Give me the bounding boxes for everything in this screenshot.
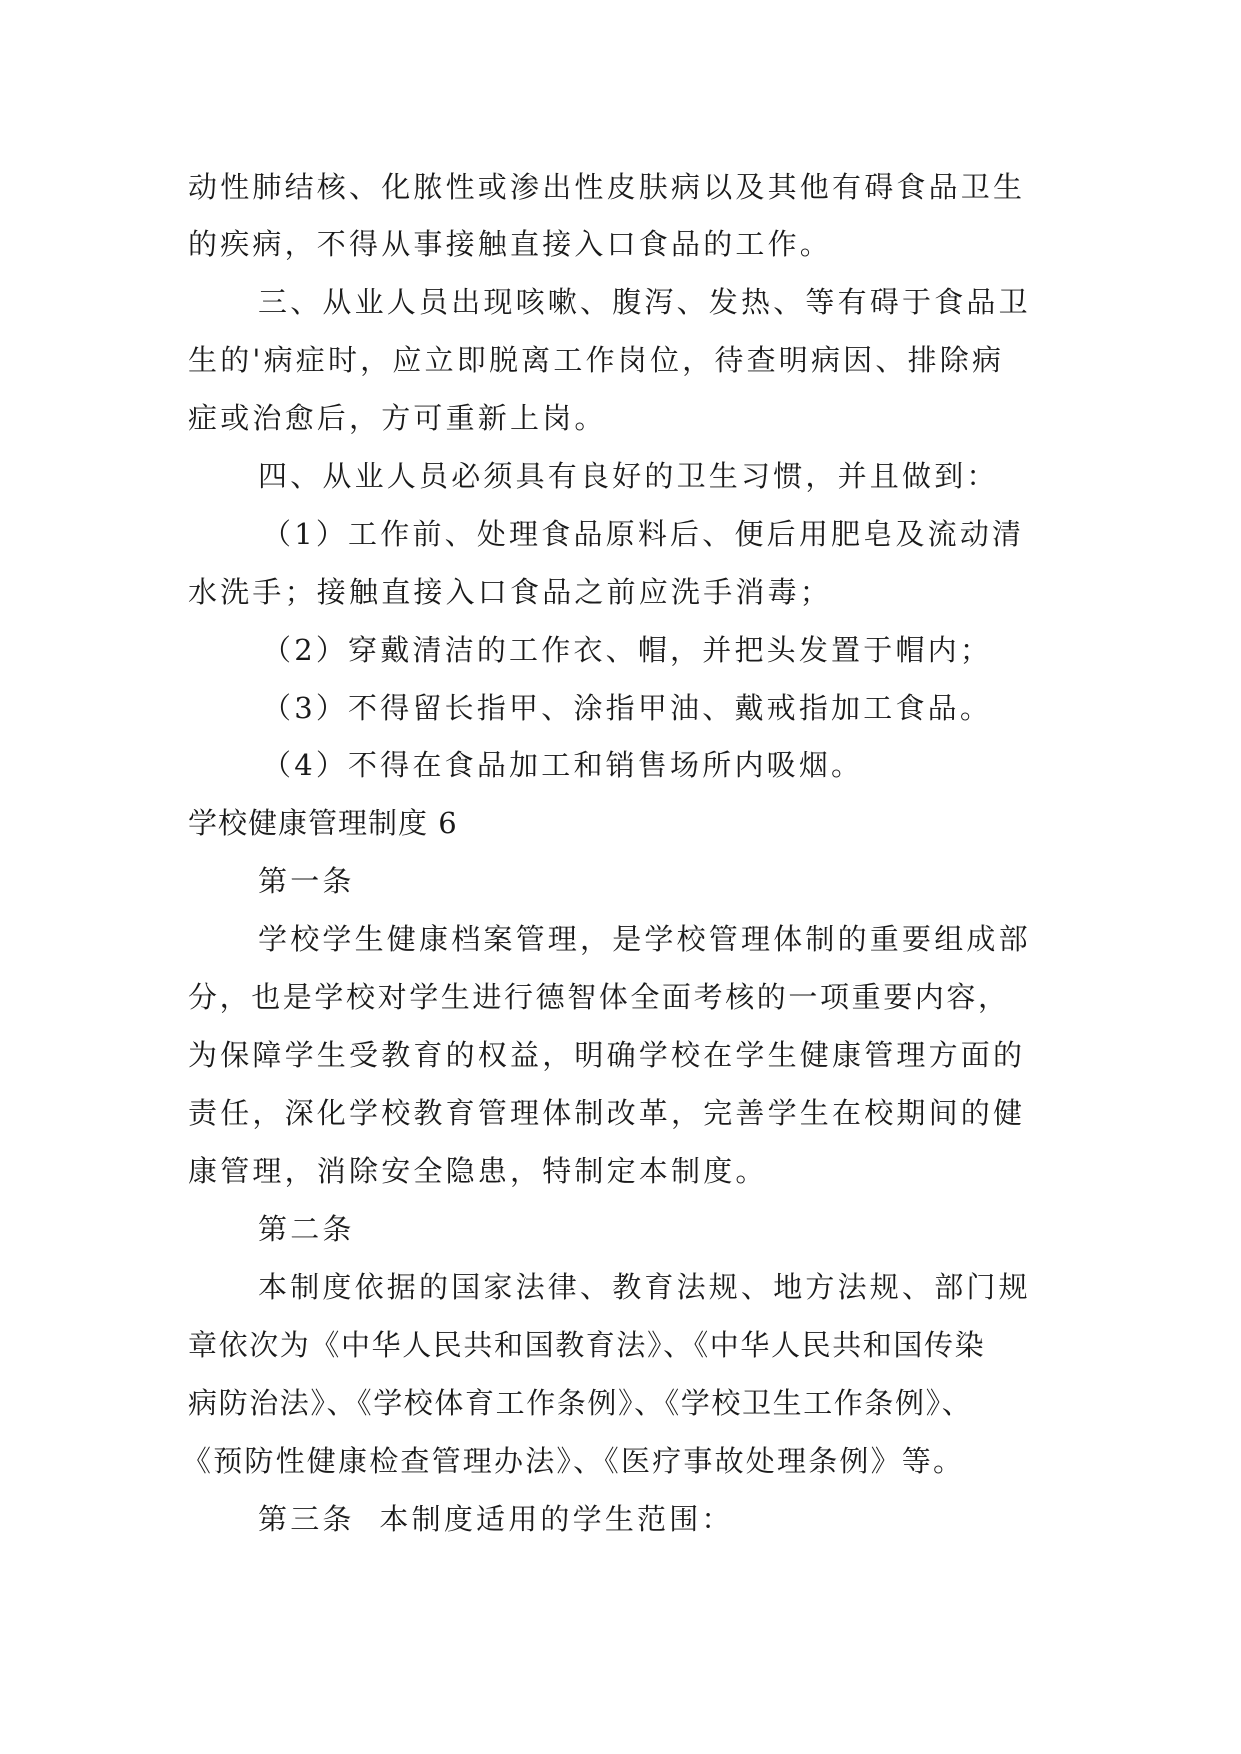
article-heading: 第一条 (258, 864, 355, 898)
article-heading: 第二条 (258, 1212, 355, 1246)
article-heading: 第三条 本制度适用的学生范围： (258, 1502, 734, 1536)
text-line: 生的'病症时，应立即脱离工作岗位，待查明病因、排除病 (188, 343, 1005, 377)
text-line: （2）穿戴清洁的工作衣、帽，并把头发置于帽内； (262, 633, 993, 667)
text-line: 症或治愈后，方可重新上岗。 (188, 401, 607, 435)
text-line: 水洗手；接触直接入口食品之前应洗手消毒； (188, 575, 833, 609)
text-line: 四、从业人员必须具有良好的卫生习惯，并且做到： (258, 459, 999, 493)
text-line: （3）不得留长指甲、涂指甲油、戴戒指加工食品。 (262, 691, 993, 725)
text-line: （1）工作前、处理食品原料后、便后用肥皂及流动清 (262, 517, 1025, 551)
text-line: 责任，深化学校教育管理体制改革，完善学生在校期间的健 (188, 1096, 1026, 1130)
text-line: （4）不得在食品加工和销售场所内吸烟。 (262, 748, 864, 782)
text-line: 病防治法》、《学校体育工作条例》、《学校卫生工作条例》、 (188, 1386, 973, 1420)
text-line: 的疾病，不得从事接触直接入口食品的工作。 (188, 227, 833, 261)
text-line: 三、从业人员出现咳嗽、腹泻、发热、等有碍于食品卫 (258, 285, 1031, 319)
section-heading: 学校健康管理制度 6 (188, 806, 458, 840)
text-line: 分，也是学校对学生进行德智体全面考核的一项重要内容， (188, 980, 1010, 1014)
text-line: 康管理，消除安全隐患，特制定本制度。 (188, 1154, 768, 1188)
text-line: 为保障学生受教育的权益，明确学校在学生健康管理方面的 (188, 1038, 1026, 1072)
text-line: 《预防性健康检查管理办法》、《医疗事故处理条例》等。 (182, 1444, 965, 1478)
text-line: 本制度依据的国家法律、教育法规、地方法规、部门规 (258, 1270, 1031, 1304)
text-line: 章依次为《中华人民共和国教育法》、《中华人民共和国传染 (188, 1328, 986, 1362)
text-line: 学校学生健康档案管理，是学校管理体制的重要组成部 (258, 922, 1031, 956)
text-line: 动性肺结核、化脓性或渗出性皮肤病以及其他有碍食品卫生 (188, 170, 1026, 204)
